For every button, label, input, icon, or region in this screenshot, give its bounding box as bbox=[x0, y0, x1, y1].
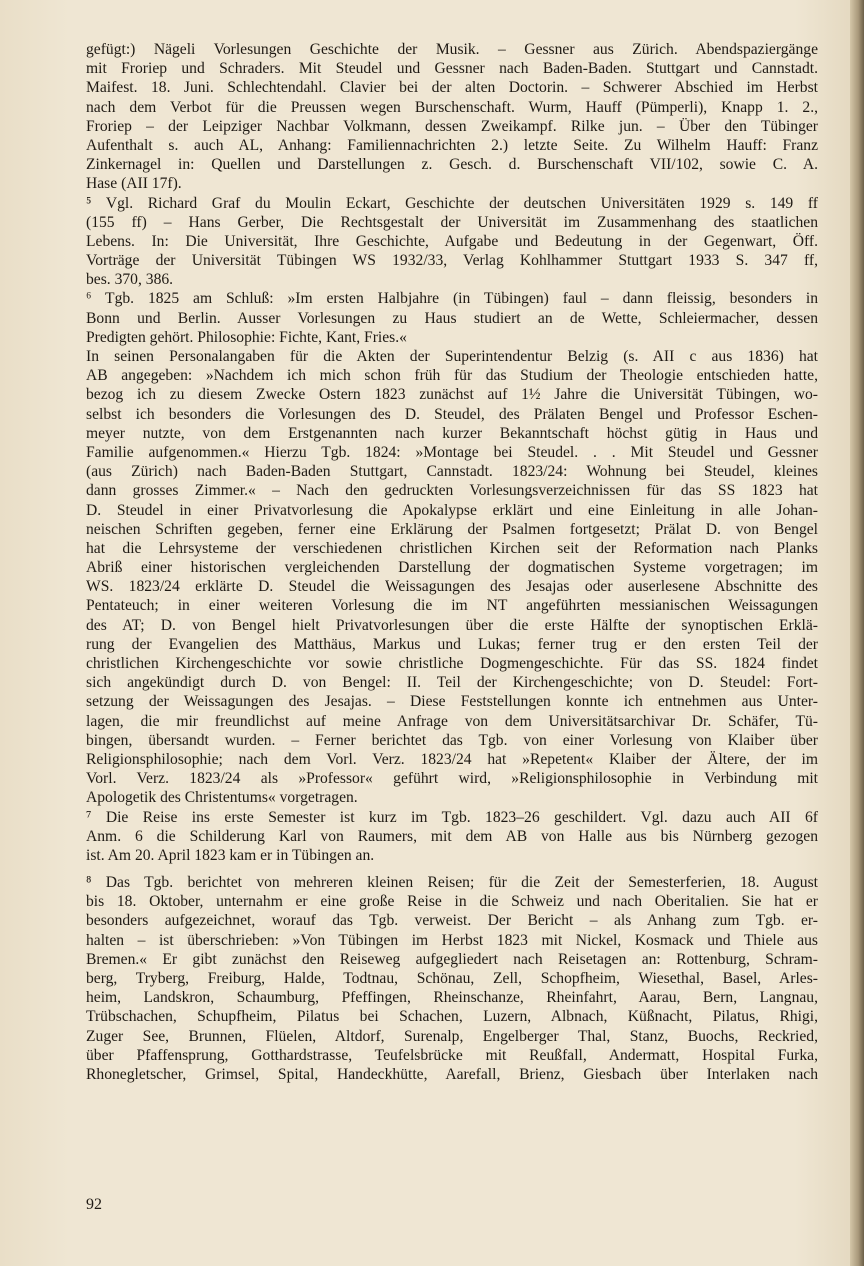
text-line: rung der Evangelien des Matthäus, Markus und Lukas; ferner trug er den ersten Teil der bbox=[86, 635, 818, 653]
text-line: Froriep – der Leipziger Nachbar Volkmann, dessen Zweikampf. Rilke jun. – Über den Tübinger bbox=[86, 117, 818, 135]
text-line: bingen, übersandt wurden. – Ferner berichtet das Tgb. von einer Vorlesung von Klaiber über bbox=[86, 731, 818, 749]
text-line: ⁵ Vgl. Richard Graf du Moulin Eckart, Geschichte der deutschen Universitäten 1929 s. 149 ff bbox=[86, 194, 818, 212]
text-line: Religionsphilosophie; nach dem Vorl. Verz. 1823/24 hat »Repetent« Klaiber der Ältere, der im bbox=[86, 750, 818, 768]
text-line: Anm. 6 die Schilderung Karl von Raumers, mit dem AB von Halle aus bis Nürnberg gezogen bbox=[86, 827, 818, 845]
text-line: bezog ich zu diesem Zwecke Ostern 1823 zunächst auf 1½ Jahre die Universität Tübingen, wo- bbox=[86, 386, 818, 404]
text-line: ⁷ Die Reise ins erste Semester ist kurz im Tgb. 1823–26 geschildert. Vgl. dazu auch AII 6f bbox=[86, 808, 818, 826]
text-line: Zinkernagel in: Quellen und Darstellungen z. Gesch. d. Burschenschaft VII/102, sowie C. A. bbox=[86, 156, 818, 174]
book-spine-shadow bbox=[850, 0, 864, 1266]
text-line: selbst ich besonders die Vorlesungen des D. Steudel, des Prälaten Bengel und Professor Eschen- bbox=[86, 405, 818, 423]
text-line: ⁸ Das Tgb. berichtet von mehreren kleinen Reisen; für die Zeit der Semesterferien, 18. August bbox=[86, 874, 818, 892]
text-line: Zuger See, Brunnen, Flüelen, Altdorf, Surenalp, Engelberger Thal, Stanz, Buochs, Reckried, bbox=[86, 1027, 818, 1045]
text-line: Vorl. Verz. 1823/24 als »Professor« geführt wird, »Religionsphilosophie in Verbindung mit bbox=[86, 770, 818, 788]
text-line: Vorträge der Universität Tübingen WS 1932/33, Verlag Kohlhammer Stuttgart 1933 S. 347 ff, bbox=[86, 252, 818, 270]
text-line: bis 18. Oktober, unternahm er eine große Reise in die Schweiz und nach Oberitalien. Sie hat er bbox=[86, 893, 818, 911]
text-line: gefügt:) Nägeli Vorlesungen Geschichte der Musik. – Gessner aus Zürich. Abendspaziergänge bbox=[86, 41, 818, 58]
text-line: dann grosses Zimmer.« – Nach den gedruckten Vorlesungsverzeichnissen für das SS 1823 hat bbox=[86, 482, 818, 500]
text-line: AB angegeben: »Nachdem ich mich schon früh für das Studium der Theologie entschieden hatte, bbox=[86, 367, 818, 385]
text-line: (aus Zürich) nach Baden-Baden Stuttgart, Cannstadt. 1823/24: Wohnung bei Steudel, kleines bbox=[86, 463, 818, 481]
text-line: hat die Lehrsysteme der verschiedenen christlichen Kirchen seit der Reformation nach Planks bbox=[86, 539, 818, 557]
text-line: besonders aufgezeichnet, worauf das Tgb. verweist. Der Bericht – als Anhang zum Tgb. er- bbox=[86, 912, 818, 930]
text-line: Pentateuch; in einer weiteren Vorlesung die im NT angeführten messianischen Weissagungen bbox=[86, 597, 818, 615]
text-line: berg, Tryberg, Freiburg, Halde, Todtnau, Schönau, Zell, Schopfheim, Wiesethal, Basel, Arles- bbox=[86, 970, 818, 987]
text-line: meyer nutzte, von dem Erstgenannten nach kurzer Bekanntschaft höchst gütig in Haus und bbox=[86, 424, 818, 442]
text-line: Bremen.« Er gibt zunächst den Reiseweg aufgegliedert nach Reisetagen an: Rottenburg, Schram- bbox=[86, 950, 818, 968]
text-line: christlichen Kirchengeschichte vor sowie christliche Dogmengeschichte. Für das SS. 1824 findet bbox=[86, 655, 818, 672]
text-line: ⁶ Tgb. 1825 am Schluß: »Im ersten Halbjahre (in Tübingen) faul – dann fleissig, besonders in bbox=[86, 290, 818, 308]
text-line: lagen, die mir freundlichst auf meine Anfrage von dem Universitätsarchivar Dr. Schäfer, Tü- bbox=[86, 712, 818, 730]
text-line: neischen Schriften gegeben, ferner eine Erklärung der Psalmen fortgesetzt; Prälat D. von Bengel bbox=[86, 520, 818, 538]
text-line: Apologetik des Christentums« vorgetragen. bbox=[86, 789, 358, 807]
text-line: (155 ff) – Hans Gerber, Die Rechtsgestalt der Universität im Zusammenhang des staatlichen bbox=[86, 213, 818, 231]
text-line: In seinen Personalangaben für die Akten der Superintendentur Belzig (s. AII c aus 1836) hat bbox=[86, 348, 818, 365]
text-line: Trübschachen, Schupfheim, Pilatus bei Schachen, Luzern, Albnach, Küßnacht, Pilatus, Rhigi, bbox=[86, 1008, 818, 1026]
text-line: bes. 370, 386. bbox=[86, 271, 174, 289]
text-line: ist. Am 20. April 1823 kam er in Tübingen an. bbox=[86, 846, 375, 864]
footnotes-text-block bbox=[86, 40, 818, 1084]
text-line: Hase (AII 17f). bbox=[86, 175, 182, 193]
text-line: Aufenthalt s. auch AL, Anhang: Familiennachrichten 2.) letzte Seite. Zu Wilhelm Hauff: Franz bbox=[86, 136, 818, 154]
text-line: setzung der Weissagungen des Jesajas. – Diese Feststellungen konnte ich entnehmen aus Unter- bbox=[86, 693, 818, 711]
text-line: Abriß einer historischen vergleichenden Darstellung der dogmatischen Systeme vorgetragen; im bbox=[86, 559, 818, 577]
text-line: D. Steudel in einer Privatvorlesung die Apokalypse erklärt und eine Einleitung in alle Johan- bbox=[86, 501, 818, 519]
text-line: halten – ist überschrieben: »Von Tübingen im Herbst 1823 mit Nickel, Kosmack und Thiele aus bbox=[86, 931, 818, 949]
text-line: mit Froriep und Schraders. Mit Steudel und Gessner nach Baden-Baden. Stuttgart und Cannstadt. bbox=[86, 60, 818, 78]
text-line: nach dem Verbot für die Preussen wegen Burschenschaft. Wurm, Hauff (Pümperli), Knapp 1. 2., bbox=[86, 98, 818, 116]
text-line: sich angekündigt durch D. von Bengel: II. Teil der Kirchengeschichte; von D. Steudel: Fort- bbox=[86, 674, 818, 692]
text-line: Maifest. 18. Juni. Schlechtendahl. Clavier bei der alten Doctorin. – Schwerer Abschied im Herbst bbox=[86, 79, 818, 97]
text-line: Familie aufgenommen.« Hierzu Tgb. 1824: »Montage bei Steudel. . . Mit Steudel und Gessner bbox=[86, 443, 818, 461]
text-line: des AT; D. von Bengel hielt Privatvorlesungen über die erste Hälfte der synoptischen Erklä- bbox=[86, 616, 818, 634]
text-line: Predigten gehört. Philosophie: Fichte, Kant, Fries.« bbox=[86, 328, 407, 346]
text-line: heim, Landskron, Schaumburg, Pfeffingen, Rheinschanze, Rheinfahrt, Aarau, Bern, Langnau, bbox=[86, 989, 818, 1007]
page-number: 92 bbox=[86, 1196, 102, 1213]
text-line: über Pfaffensprung, Gotthardstrasse, Teufelsbrücke mit Reußfall, Andermatt, Hospital Furka, bbox=[86, 1046, 818, 1064]
text-line: Lebens. In: Die Universität, Ihre Geschichte, Aufgabe und Bedeutung in der Gegenwart, Öff. bbox=[86, 232, 818, 250]
text-line: Rhonegletscher, Grimsel, Spital, Handeckhütte, Aarefall, Brienz, Giesbach über Interlaken nach bbox=[86, 1065, 818, 1083]
text-line: WS. 1823/24 erklärte D. Steudel die Weissagungen des Jesajas oder auserlesene Abschnitte des bbox=[86, 578, 818, 596]
text-line: Bonn und Berlin. Ausser Vorlesungen zu Haus studiert an de Wette, Schleiermacher, dessen bbox=[86, 309, 818, 327]
